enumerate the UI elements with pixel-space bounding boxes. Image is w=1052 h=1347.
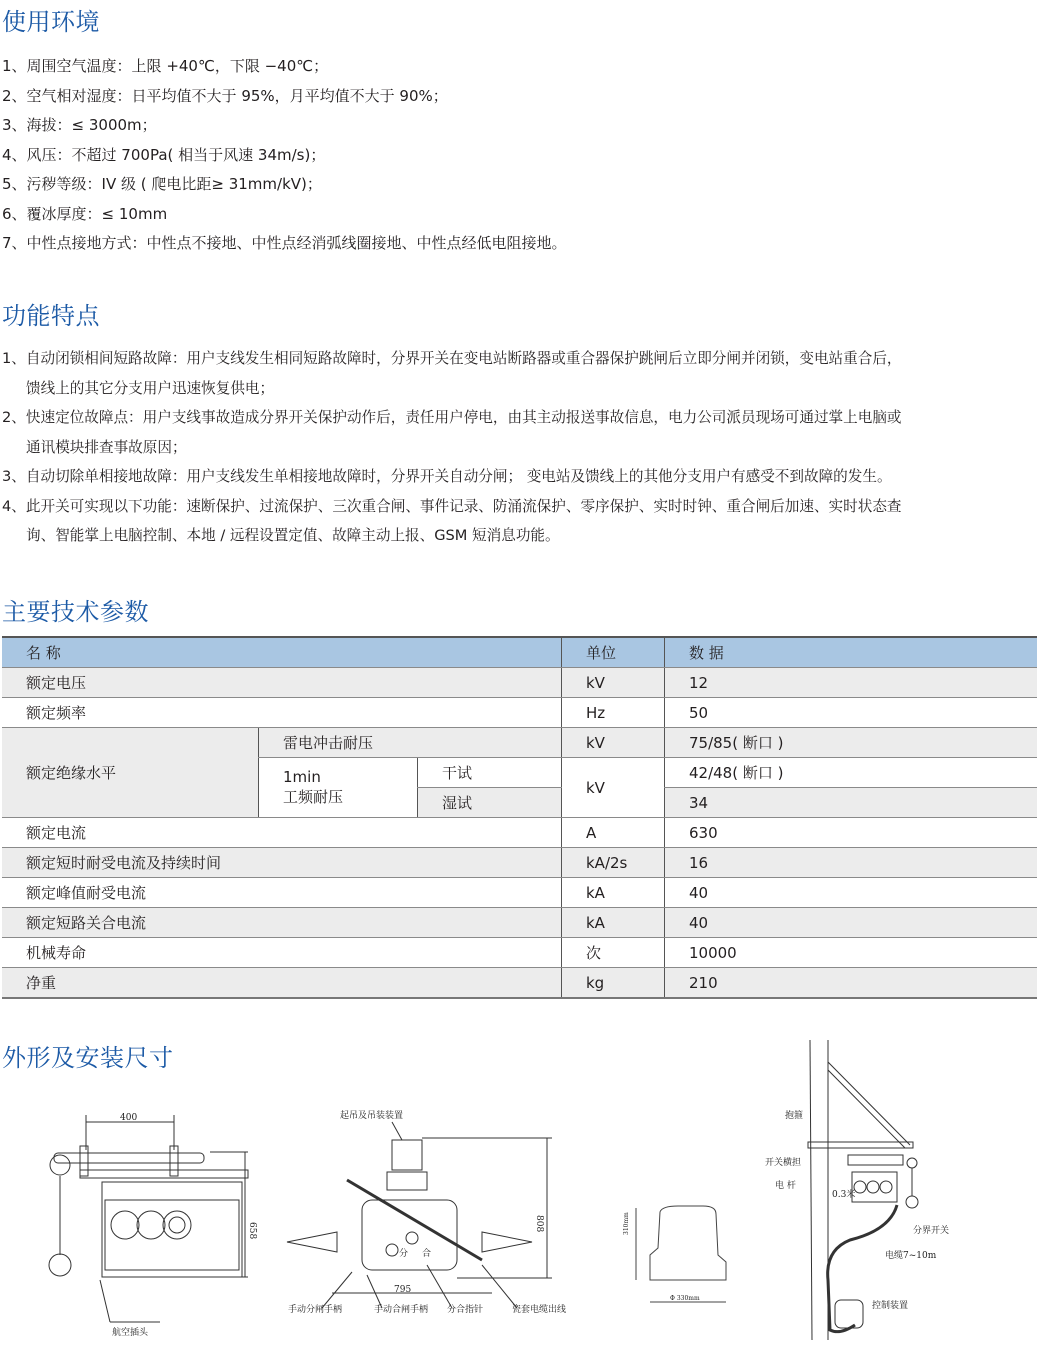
- list-item: 4、此开关可实现以下功能：速断保护、过流保护、三次重合闸、事件记录、防涌流保护、零序保护、实时时钟、重合闸后加速、实时状态查 询、智能掌上电脑控制、本地 / 远程设置定值、故障主动上报、GSM 短消息功能。: [2, 497, 902, 544]
- controller-drawing: [618, 1200, 738, 1315]
- close-mark: 合: [422, 1249, 432, 1259]
- hoop-label: 抱箍: [785, 1111, 804, 1121]
- list-item: 4、风压：不超过 700Pa( 相当于风速 34m/s)；: [2, 145, 326, 164]
- list-item: 7、中性点接地方式：中性点不接地、中性点经消弧线圈接地、中性点经低电阻接地。: [2, 234, 567, 252]
- position-indicator-label: 分合指针: [447, 1305, 484, 1315]
- list-item: 3、自动切除单相接地故障：用户支线发生单相接地故障时，分界开关自动分闸； 变电站及馈线上的其他分支用户有感受不到故障的发生。: [2, 468, 892, 485]
- cable-outlet-label: 瓷套电缆出线: [512, 1305, 567, 1315]
- list-item: 1、自动闭锁相间短路故障：用户支线发生相同短路故障时，分界开关在变电站断路器或重合器保护跳闸后立即分闸并闭锁，变电站重合后， 馈线上的其它分支用户迅速恢复供电；: [2, 350, 902, 397]
- side-view-drawing: [282, 1100, 582, 1330]
- section-title-specs: 主要技术参数: [2, 598, 149, 626]
- height-dimension: 310mm: [623, 1212, 630, 1235]
- section-title-features: 功能特点: [2, 302, 100, 330]
- table-row: 湿试 34: [2, 788, 1037, 818]
- list-item: 5、污秽等级：IV 级 ( 爬电比距≥ 31mm/kV)；: [2, 175, 322, 193]
- list-item: 2、快速定位故障点：用户支线事故造成分界开关保护动作后，责任用户停电，由其主动报送事故信息，电力公司派员现场可通过掌上电脑或 通讯模块排查事故原因；: [2, 409, 902, 456]
- table-row: 机械寿命 次 10000: [2, 938, 1037, 968]
- boundary-switch-label: 分界开关: [913, 1226, 950, 1236]
- pole-installation-drawing: [760, 1040, 980, 1345]
- spec-table: [2, 636, 1037, 999]
- height-dimension: 658: [247, 1222, 257, 1240]
- table-header-row: [2, 637, 1037, 668]
- width-dimension: 795: [394, 1285, 412, 1295]
- table-row: 1min 工频耐压 干试 kV 42/48( 断口 ): [2, 758, 1037, 788]
- environment-list: [2, 52, 567, 259]
- table-row: 额定短时耐受电流及持续时间 kA/2s 16: [2, 848, 1037, 878]
- table-row: 额定电压 kV 12: [2, 668, 1037, 698]
- open-mark: 分: [399, 1249, 409, 1259]
- header-unit: 单位: [562, 637, 665, 668]
- aviation-plug-label: 航空插头: [112, 1328, 149, 1338]
- list-item: 2、空气相对湿度：日平均值不大于 95%，月平均值不大于 90%；: [2, 86, 448, 105]
- cable-length-label: 电缆7~10m: [885, 1251, 937, 1261]
- diameter-dimension: Φ 330mm: [670, 1295, 700, 1302]
- height-dimension: 808: [534, 1215, 544, 1233]
- table-row: 额定短路关合电流 kA 40: [2, 908, 1037, 938]
- table-row: 额定绝缘水平 雷电冲击耐压 kV 75/85( 断口 ): [2, 728, 1037, 758]
- header-value: 数 据: [665, 637, 1038, 668]
- table-row: 额定峰值耐受电流 kA 40: [2, 878, 1037, 908]
- controller-label: 控制装置: [872, 1301, 909, 1311]
- table-row: 净重 kg 210: [2, 968, 1037, 999]
- gap-label: 0.3米: [832, 1190, 856, 1200]
- section-title-dimensions: 外形及安装尺寸: [2, 1044, 174, 1072]
- front-view-drawing: [40, 1110, 270, 1345]
- header-name: 名 称: [2, 637, 562, 668]
- manual-close-handle-label: 手动合闸手柄: [374, 1305, 429, 1315]
- list-item: 6、覆冰厚度：≤ 10mm: [2, 204, 168, 223]
- list-item: 3、海拔：≤ 3000m；: [2, 116, 157, 134]
- section-title-environment: 使用环境: [2, 8, 100, 36]
- lifting-device-label: 起吊及吊装装置: [340, 1111, 404, 1121]
- crossarm-label: 开关横担: [765, 1158, 802, 1168]
- width-dimension: 400: [120, 1113, 138, 1123]
- manual-open-handle-label: 手动分闸手柄: [288, 1305, 343, 1315]
- list-item: 1、周围空气温度：上限 +40℃，下限 −40℃；: [2, 57, 329, 75]
- table-row: 额定电流 A 630: [2, 818, 1037, 848]
- pole-label: 电 杆: [775, 1181, 796, 1191]
- table-row: 额定频率 Hz 50: [2, 698, 1037, 728]
- features-list: [2, 344, 1047, 551]
